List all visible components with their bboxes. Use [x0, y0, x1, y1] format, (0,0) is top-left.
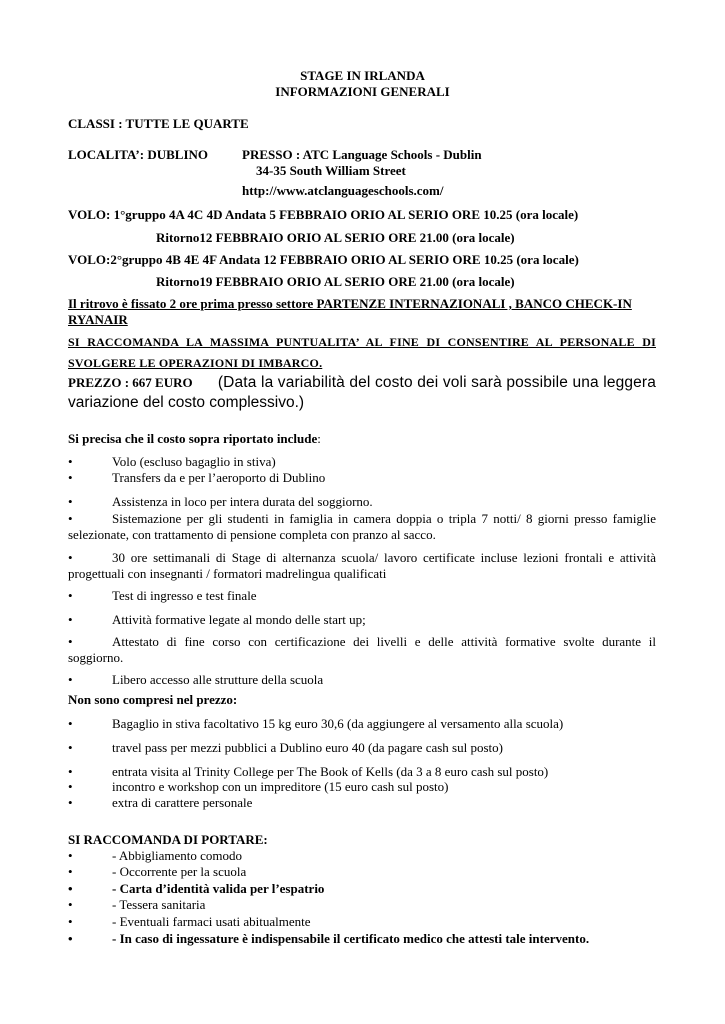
include-item-text: Attestato di fine corso con certificazione dei livelli e delle attività formative svolte durante il	[112, 634, 656, 649]
bullet-icon: •	[68, 716, 73, 731]
bullet-icon: •	[68, 931, 73, 946]
presso-line-1: PRESSO : ATC Language Schools - Dublin	[242, 147, 482, 162]
bullet-icon: •	[68, 634, 73, 649]
non-compresi-item-text: entrata visita al Trinity College per The Book of Kells (da 3 a 8 euro cash sul posto)	[112, 764, 549, 779]
include-item-text: 30 ore settimanali di Stage di alternanza scuola/ lavoro certificate incluse lezioni frontali e attività	[112, 550, 656, 565]
school-url: http://www.atclanguageschools.com/	[242, 183, 444, 198]
include-item-continuation: selezionate, con trattamento di pensione completa con pranzo al sacco.	[68, 527, 436, 542]
classi-line: CLASSI : TUTTE LE QUARTE	[68, 116, 249, 131]
bullet-icon: •	[68, 588, 73, 603]
bullet-icon: •	[68, 612, 73, 627]
portare-item-text: - Tessera sanitaria	[112, 897, 206, 912]
bullet-icon: •	[68, 550, 73, 565]
non-compresi-heading: Non sono compresi nel prezzo:	[68, 692, 238, 707]
portare-item-text: - Occorrente per la scuola	[112, 864, 247, 879]
puntualita-line-2: SVOLGERE LE OPERAZIONI DI IMBARCO.	[68, 356, 323, 370]
prezzo-note-line-1: (Data la variabilità del costo dei voli sarà possibile una leggera	[217, 374, 656, 391]
bullet-icon: •	[68, 864, 73, 879]
include-item-text: Assistenza in loco per intera durata del soggiorno.	[112, 494, 373, 509]
include-item-text: Volo (escluso bagaglio in stiva)	[112, 454, 276, 469]
include-heading	[68, 431, 321, 447]
bullet-icon: •	[68, 881, 73, 896]
bullet-icon: •	[68, 470, 73, 485]
include-item-text: Transfers da e per l’aeroporto di Dublino	[112, 470, 326, 485]
prezzo-row	[68, 374, 656, 392]
portare-item-text: - Carta d’identità valida per l’espatrio	[112, 881, 325, 896]
portare-item-text: - Eventuali farmaci usati abitualmente	[112, 914, 311, 929]
include-item-text: Libero accesso alle strutture della scuola	[112, 672, 324, 687]
volo-gruppo-1: VOLO: 1°gruppo 4A 4C 4D Andata 5 FEBBRAIO ORIO AL SERIO ORE 10.25 (ora locale)	[68, 207, 579, 222]
ritrovo-line-2: RYANAIR	[68, 312, 128, 327]
puntualita-line-1: SI RACCOMANDA LA MASSIMA PUNTUALITA’ AL FINE DI CONSENTIRE AL PERSONALE DI	[68, 335, 656, 349]
title-line-1: STAGE IN IRLANDA	[300, 68, 425, 83]
prezzo-note-line-2: variazione del costo complessivo.)	[68, 394, 305, 411]
non-compresi-item-text: travel pass per mezzi pubblici a Dublino euro 40 (da pagare cash sul posto)	[112, 740, 503, 755]
bullet-icon: •	[68, 454, 73, 469]
include-item-text: Sistemazione per gli studenti in famiglia in camera doppia o tripla 7 notti/ 8 giorni presso famiglie	[112, 511, 656, 526]
presso-line-2: 34-35 South William Street	[256, 163, 406, 178]
bullet-icon: •	[68, 672, 73, 687]
non-compresi-item-text: Bagaglio in stiva facoltativo 15 kg euro 30,6 (da aggiungere al versamento alla scuola)	[112, 716, 564, 731]
ritrovo-line-1: Il ritrovo è fissato 2 ore prima presso settore PARTENZE INTERNAZIONALI , BANCO CHECK-IN	[68, 296, 632, 311]
volo-gruppo-2: VOLO:2°gruppo 4B 4E 4F Andata 12 FEBBRAIO ORIO AL SERIO ORE 10.25 (ora locale)	[68, 252, 579, 267]
bullet-icon: •	[68, 764, 73, 779]
include-item-text: Test di ingresso e test finale	[112, 588, 257, 603]
portare-item-text: - In caso di ingessature è indispensabile il certificato medico che attesti tale intervento.	[112, 931, 590, 946]
include-item-text: Attività formative legate al mondo delle start up;	[112, 612, 366, 627]
localita-label: LOCALITA’: DUBLINO	[68, 147, 209, 162]
include-heading-text: Si precisa che il costo sopra riportato include	[68, 431, 318, 446]
non-compresi-item-text: incontro e workshop con un impreditore (15 euro cash sul posto)	[112, 779, 449, 794]
portare-heading: SI RACCOMANDA DI PORTARE:	[68, 832, 268, 847]
bullet-icon: •	[68, 848, 73, 863]
include-item-continuation: soggiorno.	[68, 650, 124, 665]
portare-item-text: - Abbigliamento comodo	[112, 848, 242, 863]
bullet-icon: •	[68, 779, 73, 794]
bullet-icon: •	[68, 740, 73, 755]
bullet-icon: •	[68, 795, 73, 810]
bullet-icon: •	[68, 494, 73, 509]
bullet-icon: •	[68, 914, 73, 929]
include-heading-colon: :	[317, 431, 321, 446]
bullet-icon: •	[68, 897, 73, 912]
ritorno-gruppo-1: Ritorno12 FEBBRAIO ORIO AL SERIO ORE 21.00 (ora locale)	[156, 230, 515, 245]
non-compresi-item-text: extra di carattere personale	[112, 795, 253, 810]
prezzo-label: PREZZO : 667 EURO	[68, 375, 193, 390]
ritorno-gruppo-2: Ritorno19 FEBBRAIO ORIO AL SERIO ORE 21.00 (ora locale)	[156, 274, 515, 289]
title-line-2: INFORMAZIONI GENERALI	[275, 84, 450, 99]
bullet-icon: •	[68, 511, 73, 526]
include-item-continuation: progettuali con insegnanti / formatori madrelingua qualificati	[68, 566, 387, 581]
